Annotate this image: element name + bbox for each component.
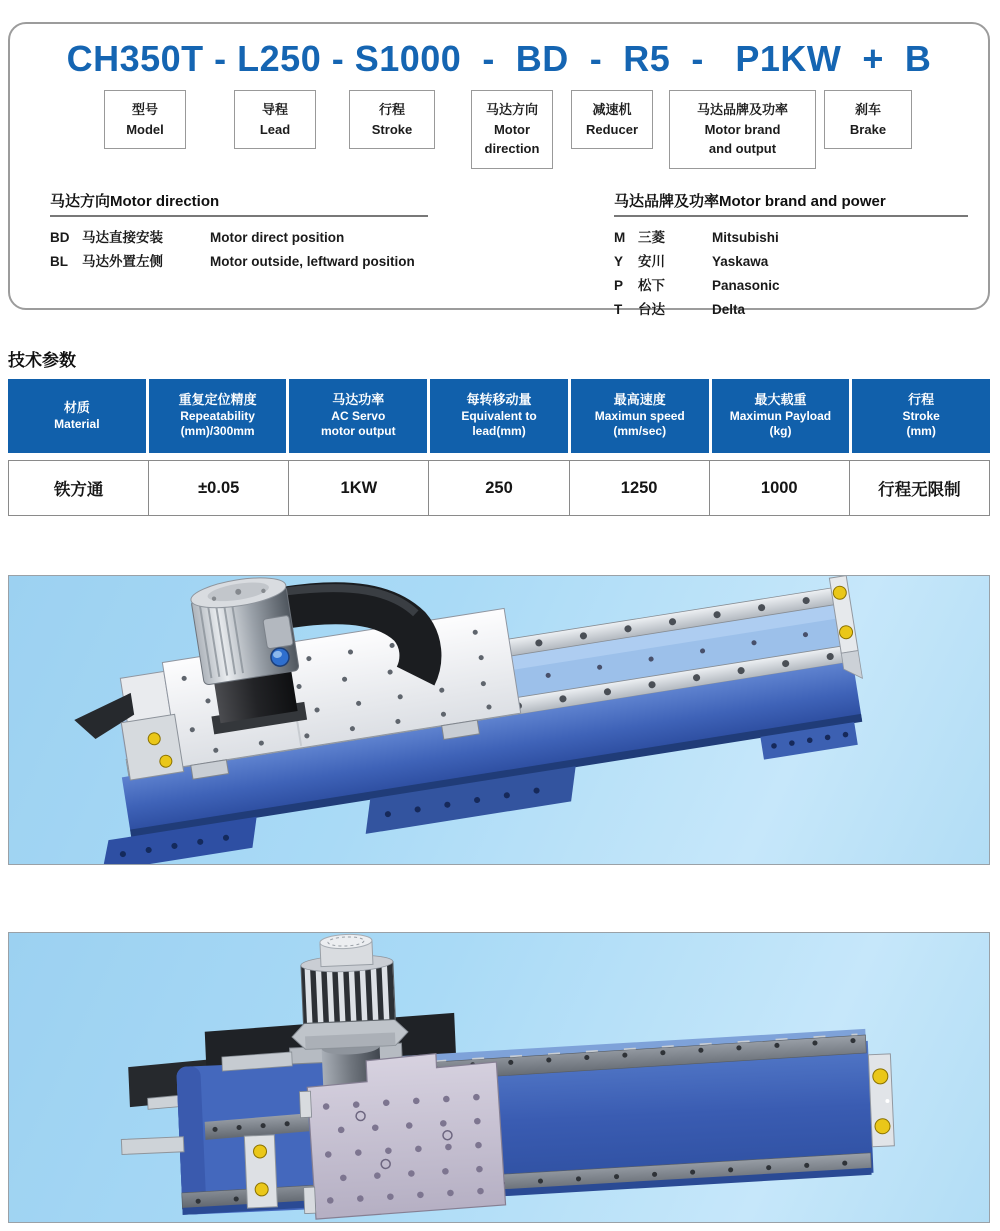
spec-table-row [8, 460, 990, 516]
model-segment-box-lead: 导程 Lead [234, 90, 316, 149]
col-max-speed: 最高速度 Maximun speed (mm/sec) [571, 379, 709, 453]
cell-material: 铁方通 [9, 461, 149, 515]
product-render-side [9, 933, 989, 1222]
model-number-box [8, 22, 990, 317]
col-repeatability: 重复定位精度 Repeatability (mm)/300mm [149, 379, 287, 453]
spec-table-header [8, 379, 990, 453]
col-max-payload: 最大载重 Maximun Payload (kg) [712, 379, 850, 453]
cell-motor-output: 1KW [289, 461, 429, 515]
product-image-panel-side [8, 932, 990, 1223]
legend-row-bl: BL 马达外置左侧 Motor outside, leftward position [50, 254, 415, 269]
legend-row-panasonic: P 松下 Panasonic [614, 278, 780, 293]
model-segment-box-reducer: 减速机 Reducer [571, 90, 653, 149]
cell-max-payload: 1000 [710, 461, 850, 515]
col-lead-equivalent: 每转移动量 Equivalent to lead(mm) [430, 379, 568, 453]
col-stroke: 行程 Stroke (mm) [852, 379, 990, 453]
motor-direction-legend-title: 马达方向Motor direction [50, 190, 428, 217]
legend-row-bd: BD 马达直接安装 Motor direct position [50, 230, 345, 245]
cell-repeatability: ±0.05 [149, 461, 289, 515]
legend-row-yaskawa: Y 安川 Yaskawa [614, 254, 769, 269]
tech-params-heading: 技术参数 [8, 351, 76, 370]
actuator-side-group [113, 933, 897, 1222]
cell-lead-equivalent: 250 [429, 461, 569, 515]
motor-direction-legend [50, 190, 428, 274]
col-motor-output: 马达功率 AC Servo motor output [289, 379, 427, 453]
actuator-isometric-group [57, 576, 875, 864]
model-segment-box-brake: 刹车 Brake [824, 90, 912, 149]
model-code-title: CH350T - L250 - S1000 - BD - R5 - P1KW + B [66, 38, 932, 79]
model-segment-box-model: 型号 Model [104, 90, 186, 149]
cell-stroke: 行程无限制 [878, 481, 961, 499]
motor-brand-legend-title: 马达品牌及功率Motor brand and power [614, 190, 968, 217]
product-render-isometric [9, 576, 989, 864]
motor-brand-legend [614, 190, 968, 322]
col-material: 材质 Material [8, 379, 146, 453]
cell-max-speed: 1250 [570, 461, 710, 515]
legend-row-mitsubishi: M 三菱 Mitsubishi [614, 230, 779, 245]
legend-row-delta: T 台达 Delta [614, 302, 746, 317]
model-segment-box-motor-brand: 马达品牌及功率 Motor brand and output [669, 90, 816, 169]
model-segment-box-motor-direction: 马达方向 Motor direction [471, 90, 553, 169]
model-segment-box-stroke: 行程 Stroke [349, 90, 435, 149]
product-image-panel-isometric [8, 575, 990, 865]
